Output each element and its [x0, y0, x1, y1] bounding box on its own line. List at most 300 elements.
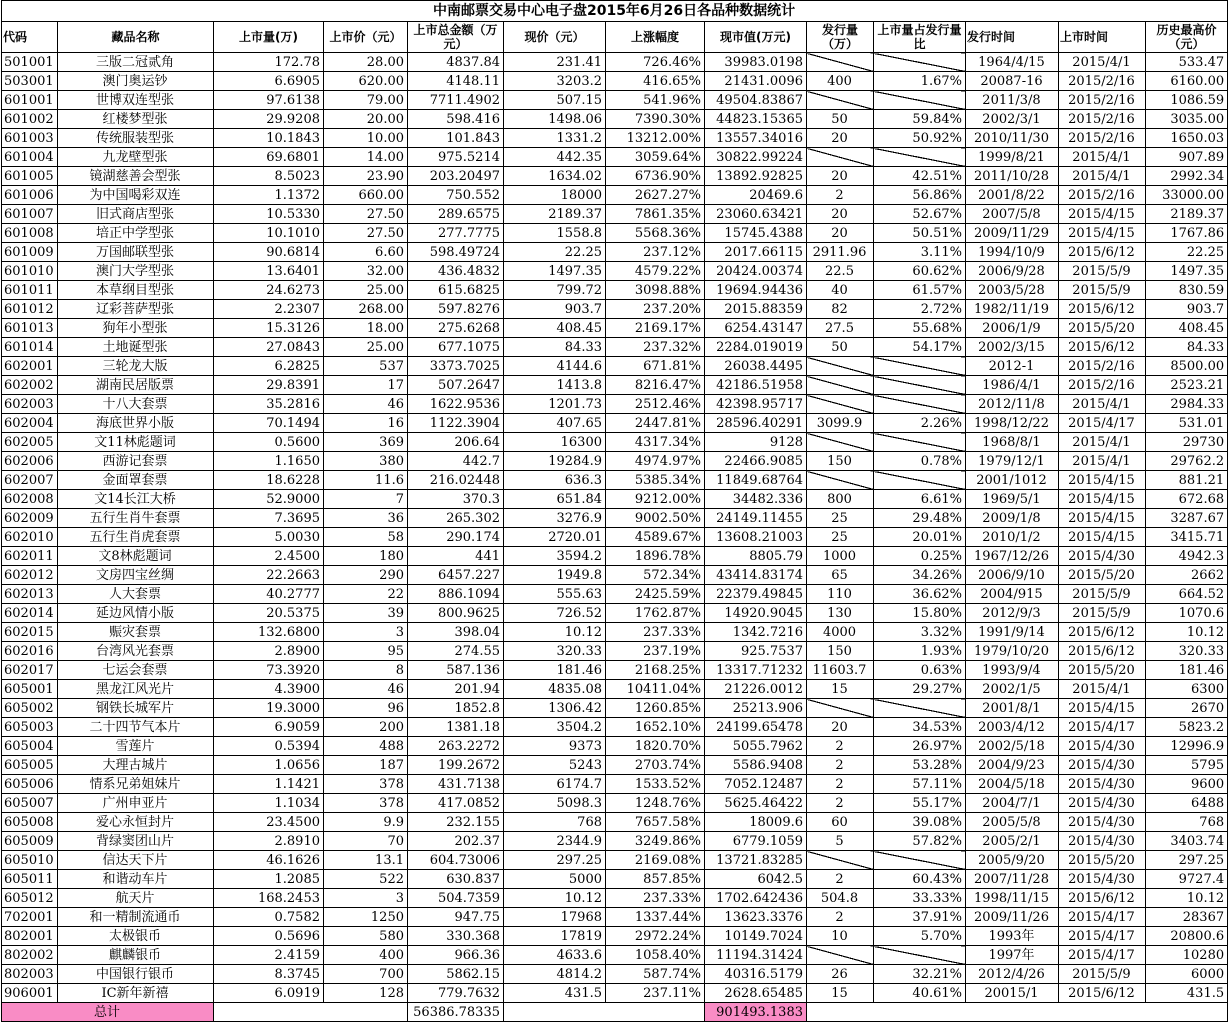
cell-issue-date: 2002/5/18 — [966, 737, 1059, 756]
cell-high-price: 12996.9 — [1146, 737, 1228, 756]
cell-ratio-empty — [874, 376, 966, 395]
cell-issue-qty: 400 — [807, 72, 874, 91]
cell-issue-qty: 22.5 — [807, 262, 874, 281]
cell-issue-date: 1982/11/19 — [966, 300, 1059, 319]
cell-listed-qty: 19.3000 — [214, 699, 324, 718]
cell-total-amount: 504.7359 — [408, 889, 504, 908]
table-row — [2, 775, 1228, 794]
cell-total-amount: 398.04 — [408, 623, 504, 642]
cell-market-value: 21226.0012 — [705, 680, 807, 699]
cell-market-value: 22379.49845 — [705, 585, 807, 604]
cell-ratio: 39.08% — [874, 813, 966, 832]
table-row — [2, 72, 1228, 91]
cell-high-price: 10.12 — [1146, 623, 1228, 642]
cell-list-date: 2015/4/17 — [1059, 927, 1146, 946]
cell-list-price: 25.00 — [324, 281, 408, 300]
cell-total-amount: 966.36 — [408, 946, 504, 965]
cell-high-price: 9727.4 — [1146, 870, 1228, 889]
cell-issue-date: 2002/3/15 — [966, 338, 1059, 357]
cell-listed-qty: 2.4159 — [214, 946, 324, 965]
cell-high-price: 3287.67 — [1146, 509, 1228, 528]
table-row — [2, 148, 1228, 167]
cell-name: 辽彩菩萨型张 — [58, 300, 214, 319]
cell-issue-qty: 2 — [807, 775, 874, 794]
cell-market-value: 13892.92825 — [705, 167, 807, 186]
cell-list-price: 128 — [324, 984, 408, 1003]
cell-ratio: 42.51% — [874, 167, 966, 186]
cell-name: 十八大套票 — [58, 395, 214, 414]
cell-list-date: 2015/5/9 — [1059, 262, 1146, 281]
total-empty-cell — [504, 1003, 705, 1022]
cell-code: 605001 — [2, 680, 58, 699]
cell-ratio: 20.01% — [874, 528, 966, 547]
cell-code: 601009 — [2, 243, 58, 262]
cell-current-price: 17819 — [504, 927, 606, 946]
cell-gain: 1762.87% — [606, 604, 705, 623]
cell-gain: 237.12% — [606, 243, 705, 262]
cell-total-amount: 1622.9536 — [408, 395, 504, 414]
cell-issue-qty: 50 — [807, 110, 874, 129]
cell-market-value: 44823.15365 — [705, 110, 807, 129]
cell-listed-qty: 5.0030 — [214, 528, 324, 547]
cell-current-price: 4633.6 — [504, 946, 606, 965]
cell-current-price: 84.33 — [504, 338, 606, 357]
header-issue-qty: 发行量（万） — [807, 22, 874, 53]
cell-list-date: 2015/2/16 — [1059, 186, 1146, 205]
table-row — [2, 433, 1228, 452]
cell-issue-qty-empty — [807, 376, 874, 395]
cell-listed-qty: 13.6401 — [214, 262, 324, 281]
cell-total-amount: 330.368 — [408, 927, 504, 946]
cell-name: 台湾风光套票 — [58, 642, 214, 661]
cell-listed-qty: 97.6138 — [214, 91, 324, 110]
total-market-value: 901493.1383 — [705, 1003, 807, 1022]
cell-listed-qty: 10.5330 — [214, 205, 324, 224]
cell-total-amount: 417.0852 — [408, 794, 504, 813]
cell-gain: 7657.58% — [606, 813, 705, 832]
cell-market-value: 2284.019019 — [705, 338, 807, 357]
cell-ratio: 34.26% — [874, 566, 966, 585]
cell-listed-qty: 23.4500 — [214, 813, 324, 832]
cell-list-price: 27.50 — [324, 224, 408, 243]
cell-list-date: 2015/5/20 — [1059, 566, 1146, 585]
cell-code: 602004 — [2, 414, 58, 433]
cell-issue-qty: 150 — [807, 452, 874, 471]
cell-current-price: 636.3 — [504, 471, 606, 490]
cell-name: 文8林彪题词 — [58, 547, 214, 566]
cell-total-amount: 975.5214 — [408, 148, 504, 167]
cell-listed-qty: 69.6801 — [214, 148, 324, 167]
cell-high-price: 22.25 — [1146, 243, 1228, 262]
cell-code: 601004 — [2, 148, 58, 167]
table-row — [2, 661, 1228, 680]
cell-listed-qty: 0.7582 — [214, 908, 324, 927]
cell-name: 万国邮联型张 — [58, 243, 214, 262]
cell-total-amount: 232.155 — [408, 813, 504, 832]
cell-name: 中国银行银币 — [58, 965, 214, 984]
cell-current-price: 555.63 — [504, 585, 606, 604]
cell-listed-qty: 10.1010 — [214, 224, 324, 243]
table-row — [2, 452, 1228, 471]
cell-ratio: 26.97% — [874, 737, 966, 756]
cell-listed-qty: 18.6228 — [214, 471, 324, 490]
table-row — [2, 509, 1228, 528]
cell-ratio: 55.17% — [874, 794, 966, 813]
cell-high-price: 1767.86 — [1146, 224, 1228, 243]
cell-issue-qty: 504.8 — [807, 889, 874, 908]
cell-list-date: 2015/6/12 — [1059, 889, 1146, 908]
cell-current-price: 3203.2 — [504, 72, 606, 91]
cell-code: 602005 — [2, 433, 58, 452]
cell-current-price: 9373 — [504, 737, 606, 756]
table-row — [2, 965, 1228, 984]
cell-name: 土地诞型张 — [58, 338, 214, 357]
cell-issue-date: 2003/4/12 — [966, 718, 1059, 737]
cell-current-price: 1634.02 — [504, 167, 606, 186]
table-row — [2, 718, 1228, 737]
cell-list-price: 18.00 — [324, 319, 408, 338]
cell-ratio: 32.21% — [874, 965, 966, 984]
cell-current-price: 6174.7 — [504, 775, 606, 794]
cell-issue-date: 1997年 — [966, 946, 1059, 965]
cell-list-date: 2015/4/30 — [1059, 832, 1146, 851]
cell-issue-date: 2006/9/28 — [966, 262, 1059, 281]
cell-market-value: 6779.1059 — [705, 832, 807, 851]
header-name: 藏品名称 — [58, 22, 214, 53]
cell-issue-date: 1993/9/4 — [966, 661, 1059, 680]
cell-gain: 5568.36% — [606, 224, 705, 243]
cell-total-amount: 5862.15 — [408, 965, 504, 984]
cell-total-amount: 779.7632 — [408, 984, 504, 1003]
cell-list-date: 2015/4/30 — [1059, 756, 1146, 775]
cell-total-amount: 263.2272 — [408, 737, 504, 756]
cell-ratio: 33.33% — [874, 889, 966, 908]
cell-issue-date: 2002/1/5 — [966, 680, 1059, 699]
cell-total-amount: 886.1094 — [408, 585, 504, 604]
cell-list-price: 290 — [324, 566, 408, 585]
table-row — [2, 566, 1228, 585]
cell-market-value: 40316.5179 — [705, 965, 807, 984]
cell-issue-qty-empty — [807, 851, 874, 870]
cell-high-price: 29730 — [1146, 433, 1228, 452]
cell-code: 605004 — [2, 737, 58, 756]
cell-total-amount: 4837.84 — [408, 53, 504, 72]
cell-listed-qty: 172.78 — [214, 53, 324, 72]
cell-issue-qty: 20 — [807, 129, 874, 148]
cell-issue-qty: 2 — [807, 870, 874, 889]
cell-issue-date: 2012/9/3 — [966, 604, 1059, 623]
table-row — [2, 262, 1228, 281]
table-row — [2, 110, 1228, 129]
cell-list-date: 2015/2/16 — [1059, 72, 1146, 91]
cell-gain: 1260.85% — [606, 699, 705, 718]
table-row — [2, 395, 1228, 414]
cell-current-price: 18000 — [504, 186, 606, 205]
table-row — [2, 91, 1228, 110]
cell-list-price: 32.00 — [324, 262, 408, 281]
cell-gain: 2447.81% — [606, 414, 705, 433]
cell-total-amount: 598.49724 — [408, 243, 504, 262]
cell-list-date: 2015/2/16 — [1059, 91, 1146, 110]
cell-name: 三版二冠贰角 — [58, 53, 214, 72]
cell-total-amount: 1852.8 — [408, 699, 504, 718]
table-row — [2, 585, 1228, 604]
cell-list-date: 2015/4/17 — [1059, 946, 1146, 965]
cell-listed-qty: 8.5023 — [214, 167, 324, 186]
cell-name: 情系兄弟姐妹片 — [58, 775, 214, 794]
cell-issue-qty: 20 — [807, 718, 874, 737]
cell-list-price: 537 — [324, 357, 408, 376]
cell-code: 601001 — [2, 91, 58, 110]
cell-high-price: 664.52 — [1146, 585, 1228, 604]
cell-code: 605003 — [2, 718, 58, 737]
cell-current-price: 181.46 — [504, 661, 606, 680]
cell-listed-qty: 1.1372 — [214, 186, 324, 205]
cell-current-price: 2344.9 — [504, 832, 606, 851]
cell-issue-qty: 26 — [807, 965, 874, 984]
cell-list-price: 25.00 — [324, 338, 408, 357]
table-row — [2, 376, 1228, 395]
cell-issue-qty: 20 — [807, 205, 874, 224]
cell-name: 三轮龙大版 — [58, 357, 214, 376]
cell-ratio: 1.93% — [874, 642, 966, 661]
cell-current-price: 4144.6 — [504, 357, 606, 376]
cell-issue-qty-empty — [807, 946, 874, 965]
cell-code: 602016 — [2, 642, 58, 661]
cell-issue-qty: 65 — [807, 566, 874, 585]
cell-current-price: 407.65 — [504, 414, 606, 433]
cell-market-value: 49504.83867 — [705, 91, 807, 110]
cell-total-amount: 7711.4902 — [408, 91, 504, 110]
cell-list-price: 380 — [324, 452, 408, 471]
cell-issue-qty-empty — [807, 433, 874, 452]
cell-ratio: 2.72% — [874, 300, 966, 319]
table-row — [2, 281, 1228, 300]
cell-ratio: 1.67% — [874, 72, 966, 91]
cell-listed-qty: 2.8900 — [214, 642, 324, 661]
cell-issue-qty-empty — [807, 471, 874, 490]
cell-gain: 4317.34% — [606, 433, 705, 452]
header-current-price: 现价（元） — [504, 22, 606, 53]
cell-code: 602012 — [2, 566, 58, 585]
cell-total-amount: 1381.18 — [408, 718, 504, 737]
cell-name: 澳门大学型张 — [58, 262, 214, 281]
cell-ratio-empty — [874, 91, 966, 110]
table-row — [2, 794, 1228, 813]
cell-code: 802003 — [2, 965, 58, 984]
cell-ratio-empty — [874, 433, 966, 452]
cell-name: 金面罩套票 — [58, 471, 214, 490]
cell-ratio: 0.63% — [874, 661, 966, 680]
cell-high-price: 2662 — [1146, 566, 1228, 585]
cell-listed-qty: 7.3695 — [214, 509, 324, 528]
cell-name: 二十四节气本片 — [58, 718, 214, 737]
cell-issue-date: 2004/915 — [966, 585, 1059, 604]
cell-list-price: 369 — [324, 433, 408, 452]
cell-issue-qty-empty — [807, 91, 874, 110]
cell-gain: 2972.24% — [606, 927, 705, 946]
cell-gain: 726.46% — [606, 53, 705, 72]
cell-current-price: 4814.2 — [504, 965, 606, 984]
cell-listed-qty: 35.2816 — [214, 395, 324, 414]
cell-code: 601006 — [2, 186, 58, 205]
cell-total-amount: 630.837 — [408, 870, 504, 889]
cell-market-value: 25213.906 — [705, 699, 807, 718]
cell-code: 605007 — [2, 794, 58, 813]
cell-listed-qty: 1.2085 — [214, 870, 324, 889]
cell-code: 601010 — [2, 262, 58, 281]
cell-ratio: 53.28% — [874, 756, 966, 775]
total-label: 总计 — [2, 1003, 214, 1022]
cell-name: 传统服装型张 — [58, 129, 214, 148]
cell-name: 文14长江大桥 — [58, 490, 214, 509]
cell-issue-qty-empty — [807, 53, 874, 72]
cell-issue-qty: 25 — [807, 528, 874, 547]
cell-current-price: 2189.37 — [504, 205, 606, 224]
cell-listed-qty: 1.0656 — [214, 756, 324, 775]
cell-high-price: 531.01 — [1146, 414, 1228, 433]
cell-listed-qty: 0.5600 — [214, 433, 324, 452]
cell-high-price: 9600 — [1146, 775, 1228, 794]
cell-code: 702001 — [2, 908, 58, 927]
cell-listed-qty: 0.5394 — [214, 737, 324, 756]
table-row — [2, 224, 1228, 243]
table-row — [2, 167, 1228, 186]
table-row — [2, 737, 1228, 756]
cell-name: 航天片 — [58, 889, 214, 908]
cell-total-amount: 677.1075 — [408, 338, 504, 357]
cell-ratio: 60.62% — [874, 262, 966, 281]
cell-high-price: 907.89 — [1146, 148, 1228, 167]
cell-high-price: 6488 — [1146, 794, 1228, 813]
cell-issue-date: 2004/5/18 — [966, 775, 1059, 794]
cell-listed-qty: 2.4500 — [214, 547, 324, 566]
cell-high-price: 2984.33 — [1146, 395, 1228, 414]
cell-code: 605010 — [2, 851, 58, 870]
cell-list-date: 2015/6/12 — [1059, 984, 1146, 1003]
cell-name: 澳门奥运钞 — [58, 72, 214, 91]
cell-market-value: 11849.68764 — [705, 471, 807, 490]
header-listed-qty: 上市量(万) — [214, 22, 324, 53]
cell-gain: 1337.44% — [606, 908, 705, 927]
cell-total-amount: 750.552 — [408, 186, 504, 205]
cell-total-amount: 277.7775 — [408, 224, 504, 243]
cell-current-price: 1331.2 — [504, 129, 606, 148]
cell-market-value: 20469.6 — [705, 186, 807, 205]
cell-total-amount: 101.843 — [408, 129, 504, 148]
cell-high-price: 6000 — [1146, 965, 1228, 984]
cell-high-price: 20800.6 — [1146, 927, 1228, 946]
cell-list-date: 2015/6/12 — [1059, 642, 1146, 661]
cell-high-price: 533.47 — [1146, 53, 1228, 72]
cell-list-date: 2015/4/30 — [1059, 737, 1146, 756]
cell-listed-qty: 6.0919 — [214, 984, 324, 1003]
cell-list-date: 2015/2/16 — [1059, 357, 1146, 376]
cell-market-value: 5055.7962 — [705, 737, 807, 756]
table-row — [2, 946, 1228, 965]
cell-list-price: 79.00 — [324, 91, 408, 110]
cell-list-date: 2015/5/9 — [1059, 281, 1146, 300]
cell-ratio-empty — [874, 148, 966, 167]
cell-total-amount: 3373.7025 — [408, 357, 504, 376]
cell-high-price: 2523.21 — [1146, 376, 1228, 395]
cell-issue-date: 2003/5/28 — [966, 281, 1059, 300]
cell-current-price: 408.45 — [504, 319, 606, 338]
cell-gain: 3059.64% — [606, 148, 705, 167]
cell-issue-date: 1993年 — [966, 927, 1059, 946]
cell-current-price: 442.35 — [504, 148, 606, 167]
cell-list-price: 522 — [324, 870, 408, 889]
cell-current-price: 1497.35 — [504, 262, 606, 281]
cell-name: 旧式商店型张 — [58, 205, 214, 224]
cell-listed-qty: 22.2663 — [214, 566, 324, 585]
cell-high-price: 881.21 — [1146, 471, 1228, 490]
cell-name: 背绿窦团山片 — [58, 832, 214, 851]
cell-gain: 237.20% — [606, 300, 705, 319]
cell-list-price: 13.1 — [324, 851, 408, 870]
cell-issue-date: 1998/11/15 — [966, 889, 1059, 908]
cell-issue-date: 2007/11/28 — [966, 870, 1059, 889]
cell-name: 海底世界小版 — [58, 414, 214, 433]
cell-listed-qty: 40.2777 — [214, 585, 324, 604]
cell-ratio: 54.17% — [874, 338, 966, 357]
table-row — [2, 908, 1228, 927]
table-row — [2, 357, 1228, 376]
cell-gain: 1533.52% — [606, 775, 705, 794]
cell-issue-qty: 11603.7 — [807, 661, 874, 680]
cell-list-date: 2015/4/17 — [1059, 414, 1146, 433]
table-row — [2, 471, 1228, 490]
cell-market-value: 34482.336 — [705, 490, 807, 509]
cell-list-price: 17 — [324, 376, 408, 395]
total-empty-cell — [807, 1003, 1228, 1022]
cell-gain: 2169.17% — [606, 319, 705, 338]
cell-name: 世博双连型张 — [58, 91, 214, 110]
cell-market-value: 5625.46422 — [705, 794, 807, 813]
cell-list-price: 10.00 — [324, 129, 408, 148]
cell-issue-date: 2011/3/8 — [966, 91, 1059, 110]
cell-high-price: 297.25 — [1146, 851, 1228, 870]
cell-total-amount: 201.94 — [408, 680, 504, 699]
cell-high-price: 408.45 — [1146, 319, 1228, 338]
total-amount: 56386.78335 — [408, 1003, 504, 1022]
cell-current-price: 1413.8 — [504, 376, 606, 395]
cell-list-price: 580 — [324, 927, 408, 946]
cell-high-price: 903.7 — [1146, 300, 1228, 319]
cell-total-amount: 275.6268 — [408, 319, 504, 338]
cell-code: 605012 — [2, 889, 58, 908]
cell-current-price: 1949.8 — [504, 566, 606, 585]
cell-listed-qty: 2.2307 — [214, 300, 324, 319]
cell-total-amount: 1122.3904 — [408, 414, 504, 433]
cell-issue-date: 2009/1/8 — [966, 509, 1059, 528]
cell-list-price: 9.9 — [324, 813, 408, 832]
cell-code: 601013 — [2, 319, 58, 338]
cell-issue-date: 1969/5/1 — [966, 490, 1059, 509]
cell-market-value: 21431.0096 — [705, 72, 807, 91]
table-row — [2, 528, 1228, 547]
cell-code: 601003 — [2, 129, 58, 148]
table-row — [2, 756, 1228, 775]
cell-high-price: 2670 — [1146, 699, 1228, 718]
cell-issue-date: 2006/9/10 — [966, 566, 1059, 585]
cell-issue-qty: 50 — [807, 338, 874, 357]
cell-name: 红楼梦型张 — [58, 110, 214, 129]
cell-high-price: 33000.00 — [1146, 186, 1228, 205]
cell-ratio: 3.32% — [874, 623, 966, 642]
cell-issue-qty: 110 — [807, 585, 874, 604]
cell-market-value: 2015.88359 — [705, 300, 807, 319]
